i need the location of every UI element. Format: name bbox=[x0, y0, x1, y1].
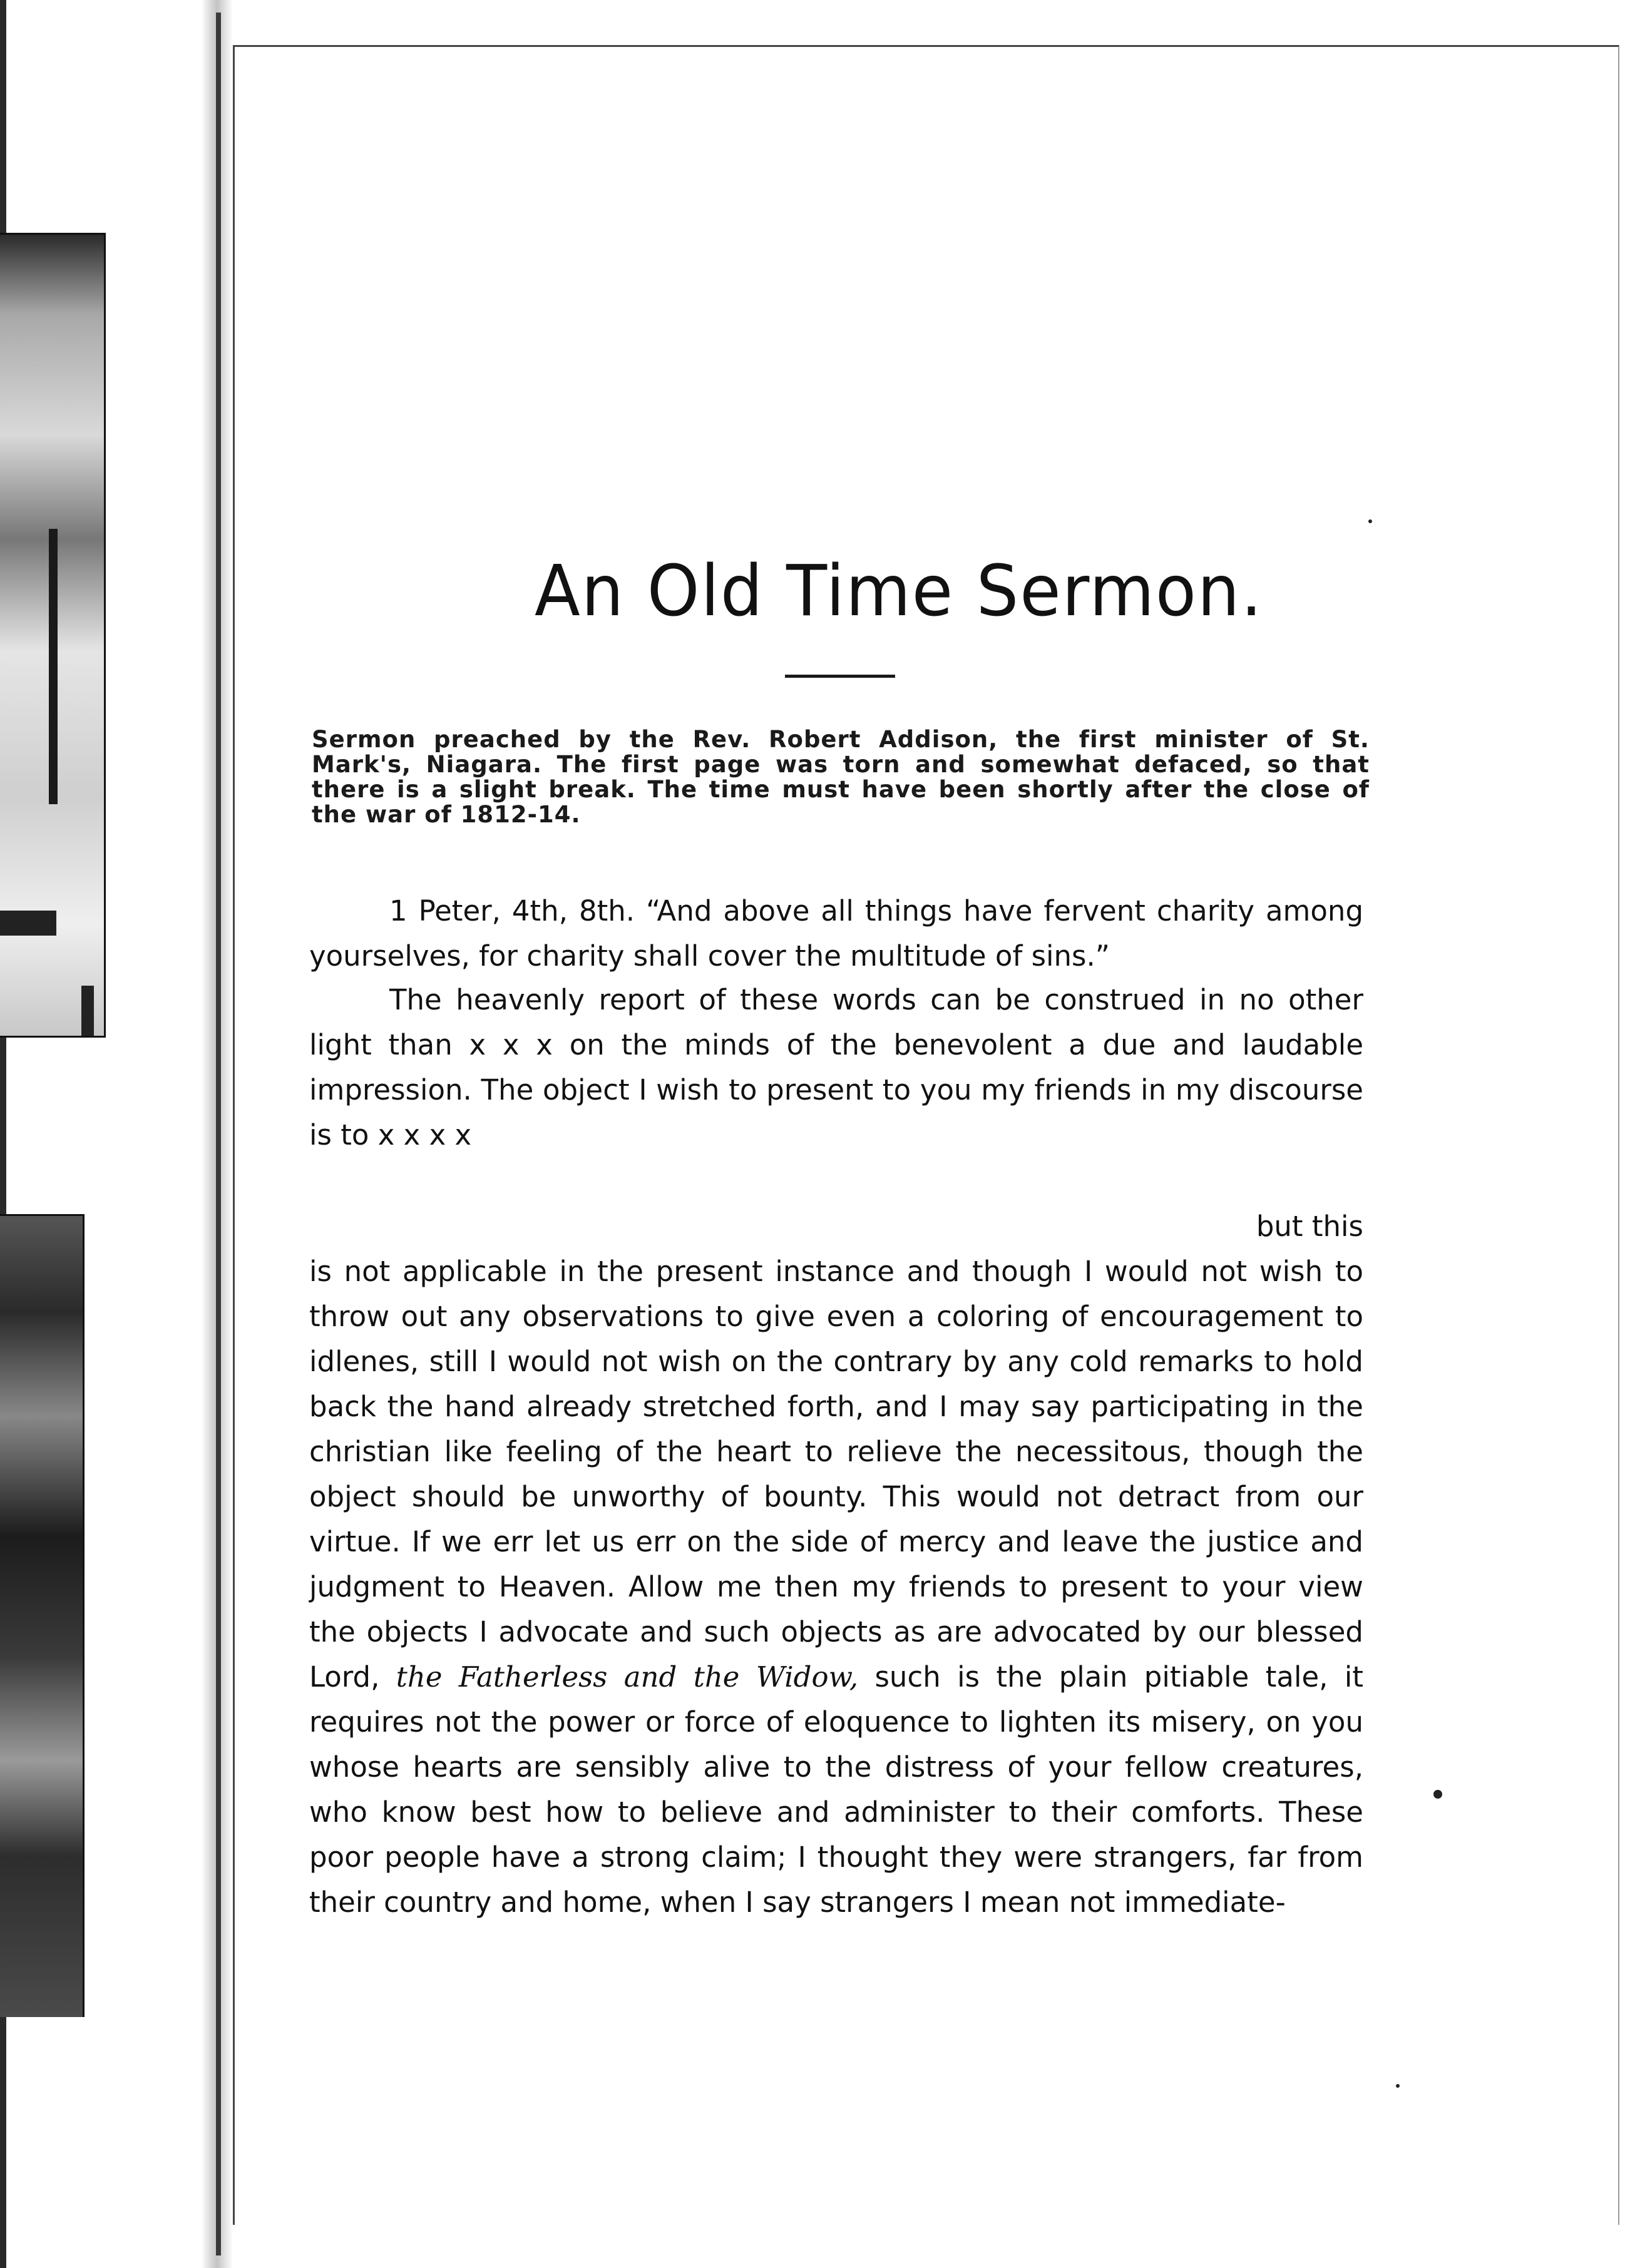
scan-speck bbox=[1396, 2084, 1400, 2088]
photo-detail bbox=[81, 986, 94, 1038]
photo-detail bbox=[0, 911, 56, 936]
paragraph bbox=[309, 1249, 1363, 1925]
paragraph-text: The heavenly report of these words can be construed in no other light than bbox=[309, 983, 1363, 1061]
page-title: An Old Time Sermon. bbox=[535, 551, 1263, 632]
paragraph bbox=[309, 978, 1363, 1158]
intro-note: Sermon preached by the Rev. Robert Addison, the first minister of St. Mark's, Niagara. The first page was torn and somewhat defaced, so that there is a slight break. The time must have been shortly after the close of the war of 1812-14. bbox=[312, 726, 1370, 828]
emphasis-text: the Fatherless and the Widow, bbox=[396, 1660, 859, 1693]
photograph-bottom bbox=[0, 1214, 85, 2017]
scripture-reference: 1 Peter, 4th, 8th. bbox=[389, 894, 635, 927]
omission-marks: x x x x bbox=[377, 1118, 472, 1152]
omission-marks: x x x bbox=[469, 1028, 553, 1061]
paragraph-text: such is the plain pitiable tale, it requires not the power or force of eloquence to lighten its misery, on you whose hearts are sensibly alive to the distress of your fellow creatures, who know best how to believe and administer to their comforts. These poor people have a strong claim; I thought they were strangers, far from their country and home, when I say strangers I mean not immediate- bbox=[309, 1660, 1363, 1919]
scan-speck bbox=[1368, 519, 1372, 523]
paragraph-text: is not applicable in the present instance and though I would not wish to throw out any observations to give even a coloring of encouragement to idlenes, still I would not wish on the contrary by any cold remarks to hold back the hand already stretched forth, and I may say participating in the christian like feeling of the heart to relieve the necessitous, though the object should be unworthy of bounty. This would not detract from our virtue. If we err let us err on the side of mercy and leave the justice and judgment to Heaven. Allow me then my friends to present to your view the objects I advocate and such objects as are advocated by our blessed Lord, bbox=[309, 1255, 1363, 1693]
photograph-top bbox=[0, 233, 106, 1038]
scripture-quote: “And above all things have fervent charity among yourselves, for charity shall cover the multitude of sins.” bbox=[309, 894, 1364, 973]
gutter-line bbox=[216, 13, 221, 2255]
adjacent-page bbox=[0, 0, 213, 2268]
resume-fragment: but this bbox=[1256, 1210, 1363, 1243]
title-divider bbox=[785, 675, 895, 678]
scripture-paragraph bbox=[309, 889, 1363, 979]
scan-speck bbox=[1433, 1790, 1442, 1799]
photo-detail bbox=[49, 529, 58, 804]
paragraph-text: on the minds of the benevolent a due and laudable impression. The object I wish to present to you my friends in my discourse is to bbox=[309, 1028, 1363, 1152]
